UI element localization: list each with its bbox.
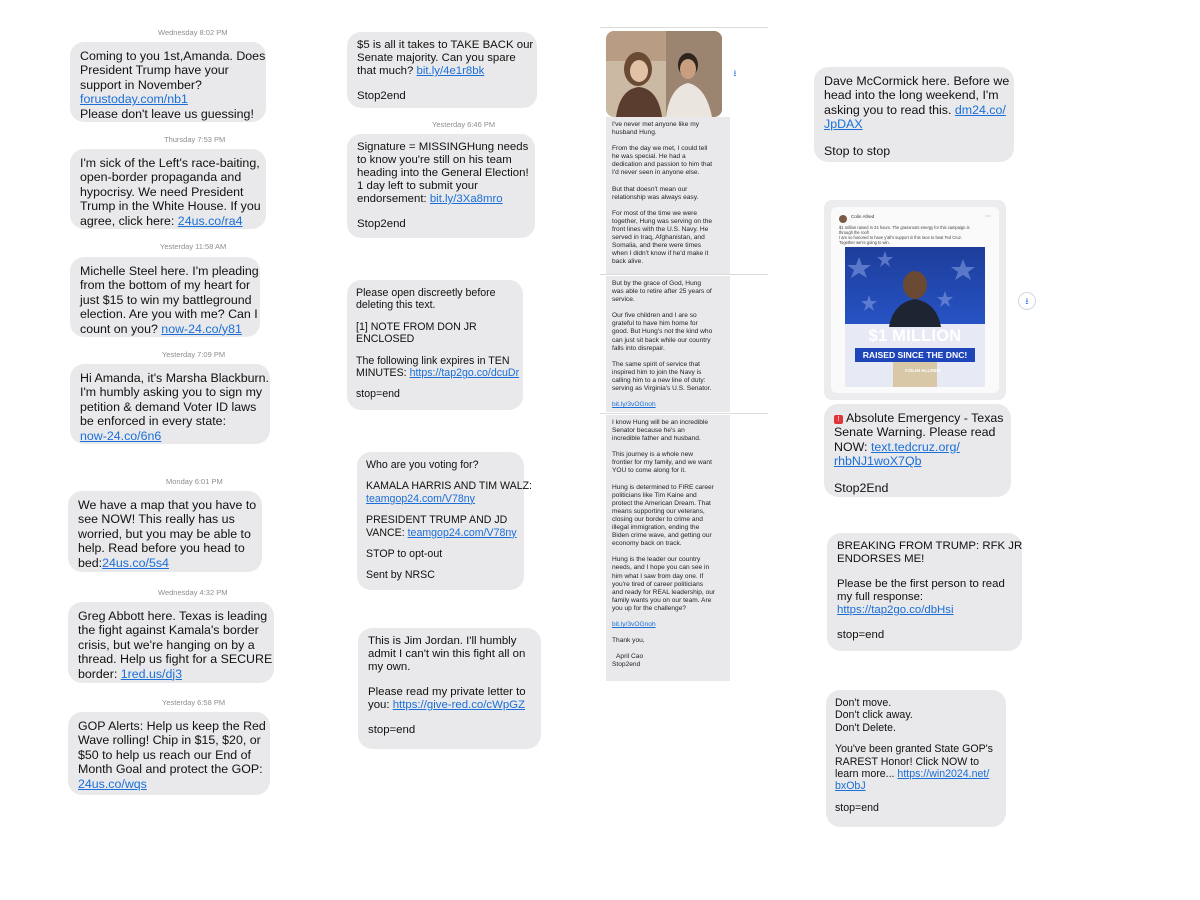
message-text: RAREST Honor! Click NOW to [835,755,980,768]
message-text: Michelle Steel here. I'm pleading [80,264,259,278]
letter-line: Hung is the leader our country [612,556,701,564]
letter-line: YOU to come along for it. [612,467,687,475]
message-text: Month Goal and protect the GOP: [78,762,263,777]
letter-line: you up for the challenge? [612,604,687,612]
message-text: count on you? [80,321,162,336]
letter-line: But by the grace of God, Hung [612,280,702,287]
letter-text [606,276,730,412]
message-text: NOW: [834,439,871,454]
letter-line: incredible father and husband. [612,435,701,443]
avatar [839,215,847,223]
message-bubble[interactable] [68,491,262,572]
tweet-footer: COLIN ALLRED [905,369,941,374]
message-text [824,103,1004,117]
message-link[interactable]: teamgop24.com/V78ny [366,492,475,505]
message-bubble[interactable] [70,257,260,337]
message-bubble[interactable] [347,280,523,410]
message-text: VANCE: [366,526,408,539]
letter-line: Hung is determined to FIRE career [612,483,714,491]
message-text [357,193,525,206]
message-link[interactable]: rhbNJ1woX7Qb [834,454,922,469]
message-text: support in November? [80,77,202,92]
message-text: admit I can't win this fight all on [368,648,526,660]
message-text: be enforced in every state: [80,414,227,429]
letter-line: falls into disrepair. [612,344,665,352]
message-text: Please read my private letter to [368,686,526,698]
letter-line: can just sit back while our country [612,336,711,344]
divider [600,274,768,275]
letter-link[interactable]: bit.ly/3vOGnoh [612,620,656,628]
message-text [368,699,531,712]
divider [600,413,768,414]
message-text: Sent by NRSC [366,569,435,582]
message-link[interactable]: https://win2024.net/ [897,768,990,781]
letter-line: Somalia, and there were times [612,242,702,250]
message-text: crisis, but we're hanging on by a [78,637,255,652]
letter-line: economy back on track. [612,540,682,548]
letter-line: together, Hung was serving on the [612,217,713,225]
letter-line: politicians like Tim Kaine and [612,491,697,499]
letter-line: I know Hung will be an incredible [612,419,709,426]
message-text: stop=end [835,801,879,814]
message-text: Hi Amanda, it's Marsha Blackburn. [80,371,269,385]
message-text: You've been granted State GOP's [835,743,993,756]
message-text: Senate majority. Can you spare [357,52,516,64]
letter-line: The same spirit of service that [612,360,700,368]
timestamp: Yesterday 6:58 PM [162,698,226,707]
message-text: endorsement: [357,193,430,205]
message-text: Signature = MISSINGHung needs [357,141,529,153]
timestamp: Thursday 7:53 PM [164,135,226,144]
message-text: that much? [357,65,417,77]
message-text: Please open discreetly before [356,287,496,299]
tweet-line: through the roof! [839,230,870,235]
message-text: [1] NOTE FROM DON JR [356,320,477,333]
message-text: This is Jim Jordan. I'll humbly [368,635,517,647]
timestamp: Wednesday 8:02 PM [158,28,228,37]
message-text: $50 to help us reach our End of [78,747,251,762]
letter-line: Thank you, [612,637,645,645]
message-text: stop=end [368,724,416,736]
message-text: stop=end [356,388,400,401]
message-bubble[interactable] [68,602,274,683]
message-text [78,667,264,681]
message-link[interactable]: 24us.co/wqs [78,776,147,791]
message-text: STOP to opt-out [366,548,443,561]
message-text: my full response: [837,591,924,603]
letter-line: closing our border to crime and [612,515,703,523]
message-text [78,556,252,570]
divider [600,27,768,28]
letter-line: serving as Virginia's U.S. Senator. [612,385,712,393]
message-text: head into the long weekend, I'm [824,88,999,103]
message-text: agree, click here: [80,213,178,228]
letter-line: dedication and passion to him that [612,161,713,169]
message-text: Please don't leave us guessing! [80,106,254,121]
letter-line: For most of the time we were [612,209,698,217]
message-link[interactable]: forustoday.com/nb1 [80,92,188,107]
timestamp: Yesterday 7:09 PM [162,350,226,359]
message-text: I'm humbly asking you to sign my [80,385,263,400]
message-text: Senate Warning. Please read [834,425,996,440]
message-text [835,768,997,780]
message-text: you: [368,699,393,711]
letter-line: frontier for my family, and we want [612,459,712,467]
message-text [357,65,527,78]
message-text: worried, but you may be able to [78,526,251,541]
message-text: Coming to you 1st,Amanda. Does [80,49,266,63]
tweet-author: Colin Allred [851,214,875,219]
letter-text [606,415,730,681]
letter-text [606,117,730,275]
timestamp: Wednesday 4:32 PM [158,588,228,597]
message-text: We have a map that you have to [78,498,257,512]
letter-line: illegal immigration, ending the [612,524,700,532]
more-icon: ⋯ [985,214,991,220]
message-text: MINUTES: [356,367,410,380]
letter-line: was able to retire after 25 years of [612,288,712,296]
message-link[interactable]: https://give-red.co/cWpGZ [392,699,526,711]
message-text: heading into the General Election! [357,167,529,179]
message-text: KAMALA HARRIS AND TIM WALZ: [366,480,533,493]
message-link[interactable]: https://tap2go.co/dbHsi [837,604,954,616]
message-text: election. Are you with me? Can I [80,307,258,322]
message-text: President Trump have your [80,63,229,78]
message-text: ENDORSES ME! [837,553,925,565]
message-text: the fight against Kamala's border [78,623,259,638]
message-link[interactable]: https://tap2go.co/dcuDr [409,367,520,380]
letter-line: I've never met anyone like my [612,121,700,128]
letter-line: him what I saw from day one. If [612,572,704,580]
tweet-line: Together we're going to win. [839,240,890,245]
letter-line: you're tired of career politicians [612,580,704,588]
message-link[interactable]: teamgop24.com/V78ny [407,526,517,539]
message-text: stop=end [837,629,885,641]
message-text: Please be the first person to read [837,578,1005,590]
message-text: from the bottom of my heart for [80,278,251,293]
share-icon[interactable]: ⭳ [1018,292,1036,310]
letter-line: Senator because he's an [612,427,685,435]
letter-line: From the day we met, I could tell [612,145,708,153]
tweet-attachment[interactable] [824,200,1006,400]
tweet-line: I am so honored to have y'all's support in this race to beat Ted Cruz. [839,235,963,240]
message-bubble[interactable] [827,533,1022,651]
message-text: I'm sick of the Left's race-baiting, [80,156,260,170]
message-text: bed: [78,555,103,570]
message-link[interactable]: bit.ly/4e1r8bk [416,65,485,77]
tweet-subheadline: RAISED SINCE THE DNC! [855,348,975,362]
message-text: Stop2end [357,218,406,230]
tweet-text [839,225,970,245]
message-text: Greg Abbott here. Texas is leading [78,609,268,623]
photo-attachment[interactable] [606,31,722,117]
letter-line: when I didn't know if he'd make it [612,250,709,258]
message-text: thread. Help us fight for a SECURE [78,652,273,667]
letter-line: he was special. He had a [612,153,686,161]
message-text: BREAKING FROM TRUMP: RFK JR [837,540,1023,552]
letter-line: protect the American Dream. That [612,499,711,507]
letter-link[interactable]: bit.ly/3vOGnoh [612,401,656,409]
message-text: border: [78,666,121,681]
message-text: $5 is all it takes to TAKE BACK our [357,39,534,51]
letter-line: served in Iraq, Afghanistan, and [612,234,705,242]
letter-line: calling him to a new line of duty: [612,376,706,384]
message-text: 1 day left to submit your [357,180,478,192]
message-text: Don't Delete. [835,721,896,734]
message-text: Stop2end [357,90,406,102]
letter-line: But that doesn't mean our [612,185,688,193]
letter-line: service. [612,296,635,304]
message-text: petition & demand Voter ID laws [80,399,257,414]
message-text: hypocrisy. We need President [80,184,244,199]
message-link[interactable]: 1red.us/dj3 [120,666,183,681]
message-bubble[interactable] [814,67,1014,162]
message-text: my own. [368,661,411,673]
timestamp: Monday 6:01 PM [166,477,223,486]
message-text: just $15 to win my battleground [80,292,252,307]
message-bubble[interactable] [358,628,541,749]
letter-signature: April Cao [616,653,644,661]
message-bubble[interactable] [70,42,266,122]
couple-photo-icon [606,31,722,117]
share-icon[interactable]: ⭳ [733,68,737,78]
letter-line: husband Hung. [612,129,657,137]
tweet-card [831,207,999,393]
message-text [366,527,515,539]
tweet-image [845,247,985,387]
message-text [356,367,520,380]
message-bubble[interactable] [347,134,535,238]
message-text: Dave McCormick here. Before we [824,74,1010,88]
letter-line: and ready for REAL leadership, our [612,588,716,596]
letter-line: I'd never seen in anyone else. [612,169,700,177]
message-bubble[interactable] [347,32,537,108]
message-text [834,411,1004,425]
message-text: asking you to read this. [824,102,955,117]
message-text: Wave rolling! Chip in $15, $20, or [78,733,261,748]
message-link[interactable]: bit.ly/3Xa8mro [429,193,503,205]
letter-line: family wants you on our team. Are [612,596,712,604]
message-link[interactable]: dm24.co/ [954,102,1006,117]
letter-line: means supporting our veterans, [612,507,705,515]
letter-line: inspired him to join the Navy is [612,368,702,376]
letter-line: relationship was always easy. [612,193,699,201]
message-link[interactable]: text.tedcruz.org/ [870,439,960,454]
message-link[interactable]: now-24.co/y81 [161,321,242,336]
stars-icon [845,247,985,387]
message-text: Don't click away. [835,709,913,722]
message-text: Who are you voting for? [366,459,479,471]
message-text: Absolute Emergency - Texas [846,411,1004,425]
message-text [80,322,250,336]
message-text: help. Read before you head to [78,541,245,556]
timestamp: Yesterday 6:46 PM [432,120,496,129]
message-bubble[interactable] [70,364,270,444]
letter-line: back alive. [612,258,644,266]
message-bubble[interactable] [70,149,266,229]
timestamp: Yesterday 11:58 AM [160,242,227,251]
message-link[interactable]: 24us.co/5s4 [102,555,169,570]
message-text [80,214,256,228]
message-text [834,440,1001,454]
message-link[interactable]: 24us.co/ra4 [177,213,243,228]
message-link[interactable]: now-24.co/6n6 [80,428,162,443]
message-text: The following link expires in TEN [356,354,510,367]
letter-line: This journey is a whole new [612,451,693,459]
message-bubble[interactable] [824,404,1011,497]
message-text: to know you're still on his team [357,154,512,166]
message-text: open-border propaganda and [80,170,242,185]
tweet-line: $1 million raised in 24 hours. The grassroots energy for this campaign is [839,225,970,230]
message-text: see NOW! This really has us [78,512,235,527]
message-text: Don't move. [835,697,892,709]
message-text: deleting this text. [356,299,436,312]
letter-line: grateful to have him home for [612,320,698,328]
message-text: learn more... [835,768,898,781]
letter-line: front lines with the U.S. Navy. He [612,225,709,233]
message-text: PRESIDENT TRUMP AND JD [366,514,508,527]
message-bubble[interactable] [357,452,533,590]
message-link[interactable]: JpDAX [824,117,863,132]
message-text: Stop2End [834,480,889,495]
letter-line: Stop2end [612,661,641,669]
message-bubble[interactable] [826,690,1006,827]
message-text: Trump in the White House. If you [80,199,261,214]
message-link[interactable]: bxObJ [835,780,866,793]
letter-line: Biden crime wave, and getting our [612,532,712,540]
tweet-headline: $1 MILLION [868,327,962,345]
message-bubble[interactable] [68,712,270,795]
message-text: ENCLOSED [356,333,415,346]
letter-line: Our five children and I are so [612,312,697,320]
message-text: GOP Alerts: Help us keep the Red [78,719,266,733]
message-text: Stop to stop [824,143,891,158]
letter-line: needs, and I hope you can see in [612,564,710,572]
alert-icon: ! [834,415,843,424]
letter-line: good. But Hung's not the kind who [612,328,713,336]
